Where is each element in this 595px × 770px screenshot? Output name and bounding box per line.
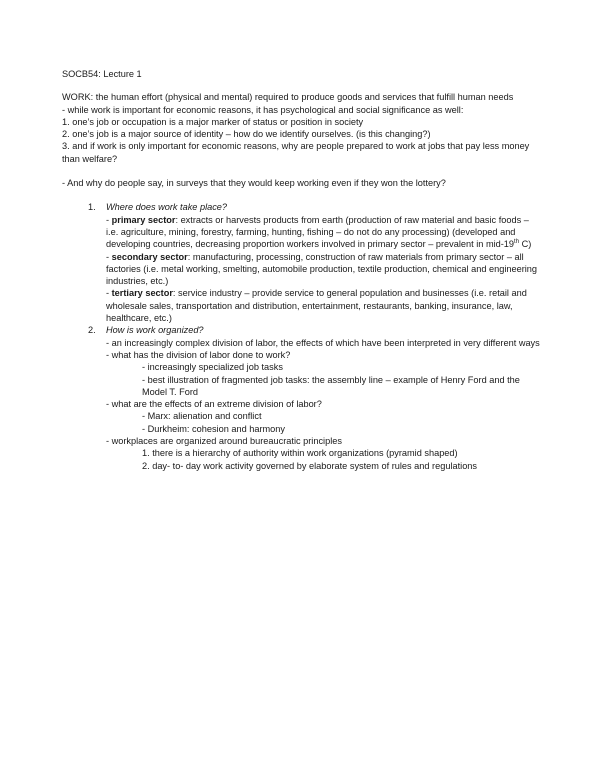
lecture-notes (62, 68, 540, 472)
extreme-division-question: - what are the effects of an extreme division of labor? (106, 399, 322, 410)
document-title: SOCB54: Lecture 1 (62, 69, 142, 79)
division-effects-question: - what has the division of labor done to work? (106, 349, 291, 360)
intro-point-2: 2. one’s job is a major source of identity – how do we identify ourselves. (is this changing?) (62, 129, 431, 140)
question-1 (62, 201, 540, 213)
lottery-question: - And why do people say, in surveys that they would keep working even if they won the lottery? (62, 178, 446, 189)
definition-text: : the human effort (physical and mental) required to produce goods and services that fulfill human needs (90, 92, 514, 103)
durkheim-view: - Durkheim: cohesion and harmony (142, 423, 285, 434)
rules-and-regulations: 2. day- to- day work activity governed by elaborate system of rules and regulations (142, 460, 478, 471)
assembly-line: - best illustration of fragmented job tasks: the assembly line – example of Henry Ford and the Model T. Ford (142, 374, 520, 397)
tertiary-sector-term: tertiary sector (111, 288, 173, 299)
intro-point-3: 3. and if work is only important for economic reasons, why are people prepared to work at jobs that pay less money than welfare? (62, 141, 530, 164)
secondary-sector: - secondary sector: manufacturing, processing, construction of raw materials from primary sector – all factories (i.e. metal working, smelting, automobile production, textile production, chemical and engineering industries, etc.) (106, 251, 538, 287)
secondary-sector-term: secondary sector (111, 251, 188, 262)
intro-point-1: 1. one’s job or occupation is a major marker of status or position in society (62, 116, 364, 127)
marx-view: - Marx: alienation and conflict (142, 411, 262, 422)
question-title: How is work organized? (106, 325, 204, 336)
work-definition (62, 91, 540, 103)
division-of-labor: - an increasingly complex division of labor, the effects of which have been interpreted in very different ways (106, 337, 540, 348)
question-number: 2. (88, 325, 96, 336)
question-2 (62, 324, 540, 336)
bureaucratic-principles: - workplaces are organized around bureaucratic principles (106, 436, 342, 447)
definition-term: WORK (62, 92, 91, 103)
question-number: 1. (88, 202, 96, 213)
intro-point-main: - while work is important for economic reasons, it has psychological and social significance as well: (62, 104, 464, 115)
tertiary-sector: - tertiary sector: service industry – provide service to general population and businesses (i.e. retail and wholesale sales, transportation and distribution, entertainment, restaurants, banking, insurance, law, healthcare, etc.) (106, 288, 527, 324)
question-list (62, 201, 540, 472)
hierarchy-of-authority: 1. there is a hierarchy of authority within work organizations (pyramid shaped) (142, 448, 458, 459)
primary-sector-term: primary sector (111, 214, 176, 225)
question-title: Where does work take place? (106, 202, 228, 213)
primary-sector: - primary sector: extracts or harvests products from earth (production of raw material and basic foods – i.e. agriculture, mining, forestry, farming, hunting, fishing – do not do any processing) (developed and developing countries, decreasing proportion workers involved in primary sector – prevalent in mid-19th C) (106, 214, 532, 250)
specialized-tasks: - increasingly specialized job tasks (142, 362, 283, 373)
